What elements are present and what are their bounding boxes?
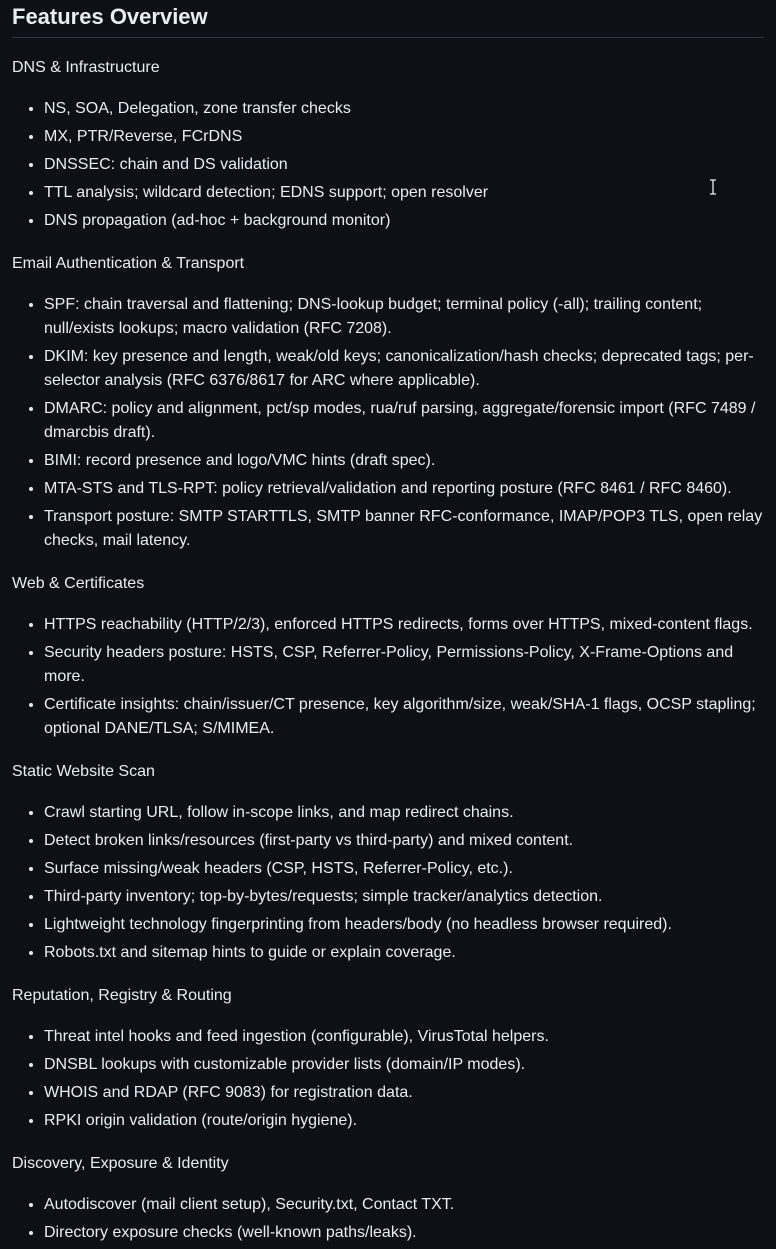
list-item: • HTTPS reachability (HTTP/2/3), enforced HTTPS redirects, forms over HTTPS, mixed-content flags.	[44, 613, 764, 637]
list-item: • Transport posture: SMTP STARTTLS, SMTP banner RFC-conformance, IMAP/POP3 TLS, open relay checks, mail latency.	[44, 505, 764, 553]
feature-list	[12, 1193, 764, 1245]
section-static-scan	[12, 761, 764, 965]
page-title: Features Overview	[12, 0, 764, 38]
list-item: • Robots.txt and sitemap hints to guide or explain coverage.	[44, 941, 764, 965]
feature-list	[12, 293, 764, 553]
feature-list	[12, 801, 764, 965]
list-item: • Crawl starting URL, follow in-scope links, and map redirect chains.	[44, 801, 764, 825]
list-item: • Certificate insights: chain/issuer/CT presence, key algorithm/size, weak/SHA-1 flags, OCSP stapling; optional DANE/TLSA; S/MIMEA.	[44, 693, 764, 741]
section-web	[12, 573, 764, 741]
list-item: • Security headers posture: HSTS, CSP, Referrer-Policy, Permissions-Policy, X-Frame-Options and more.	[44, 641, 764, 689]
section-email	[12, 253, 764, 553]
section-title: Static Website Scan	[12, 763, 155, 780]
list-item: • Surface missing/weak headers (CSP, HSTS, Referrer-Policy, etc.).	[44, 857, 764, 881]
section-title: Discovery, Exposure & Identity	[12, 1155, 229, 1172]
list-item: • DKIM: key presence and length, weak/old keys; canonicalization/hash checks; deprecated tags; per-selector analysis (RFC 6376/8617 for ARC where applicable).	[44, 345, 764, 393]
document	[12, 0, 764, 1249]
section-title: Web & Certificates	[12, 575, 145, 592]
section-reputation	[12, 985, 764, 1133]
list-item: • DMARC: policy and alignment, pct/sp modes, rua/ruf parsing, aggregate/forensic import (RFC 7489 / dmarcbis draft).	[44, 397, 764, 445]
feature-list	[12, 1025, 764, 1133]
list-item	[44, 181, 764, 205]
list-item: • DNS propagation (ad-hoc + background monitor)	[44, 209, 764, 233]
list-item: • RPKI origin validation (route/origin hygiene).	[44, 1109, 764, 1133]
section-title: DNS & Infrastructure	[12, 59, 160, 76]
list-item: • Detect broken links/resources (first-party vs third-party) and mixed content.	[44, 829, 764, 853]
feature-list	[12, 613, 764, 741]
section-discovery	[12, 1153, 764, 1245]
list-item: • Autodiscover (mail client setup), Security.txt, Contact TXT.	[44, 1193, 764, 1217]
section-title: Email Authentication & Transport	[12, 255, 245, 272]
list-item: • SPF: chain traversal and flattening; DNS-lookup budget; terminal policy (-all); trailing content; null/exists lookups; macro validation (RFC 7208).	[44, 293, 764, 341]
list-item: • WHOIS and RDAP (RFC 9083) for registration data.	[44, 1081, 764, 1105]
list-item: • Directory exposure checks (well-known paths/leaks).	[44, 1221, 764, 1245]
list-item: • Threat intel hooks and feed ingestion (configurable), VirusTotal helpers.	[44, 1025, 764, 1049]
list-item: • Lightweight technology fingerprinting from headers/body (no headless browser required).	[44, 913, 764, 937]
list-item: • DNSSEC: chain and DS validation	[44, 153, 764, 177]
list-item-text: TTL analysis; wildcard detection; EDNS support; open resolver	[44, 184, 489, 201]
list-item: • DNSBL lookups with customizable provider lists (domain/IP modes).	[44, 1053, 764, 1077]
section-title: Reputation, Registry & Routing	[12, 987, 232, 1004]
list-item: • MX, PTR/Reverse, FCrDNS	[44, 125, 764, 149]
feature-list	[12, 97, 764, 233]
list-item: • MTA-STS and TLS-RPT: policy retrieval/validation and reporting posture (RFC 8461 / RFC 8460).	[44, 477, 764, 501]
section-dns	[12, 57, 764, 233]
list-item: • Third-party inventory; top-by-bytes/requests; simple tracker/analytics detection.	[44, 885, 764, 909]
list-item: • BIMI: record presence and logo/VMC hints (draft spec).	[44, 449, 764, 473]
list-item: • NS, SOA, Delegation, zone transfer checks	[44, 97, 764, 121]
